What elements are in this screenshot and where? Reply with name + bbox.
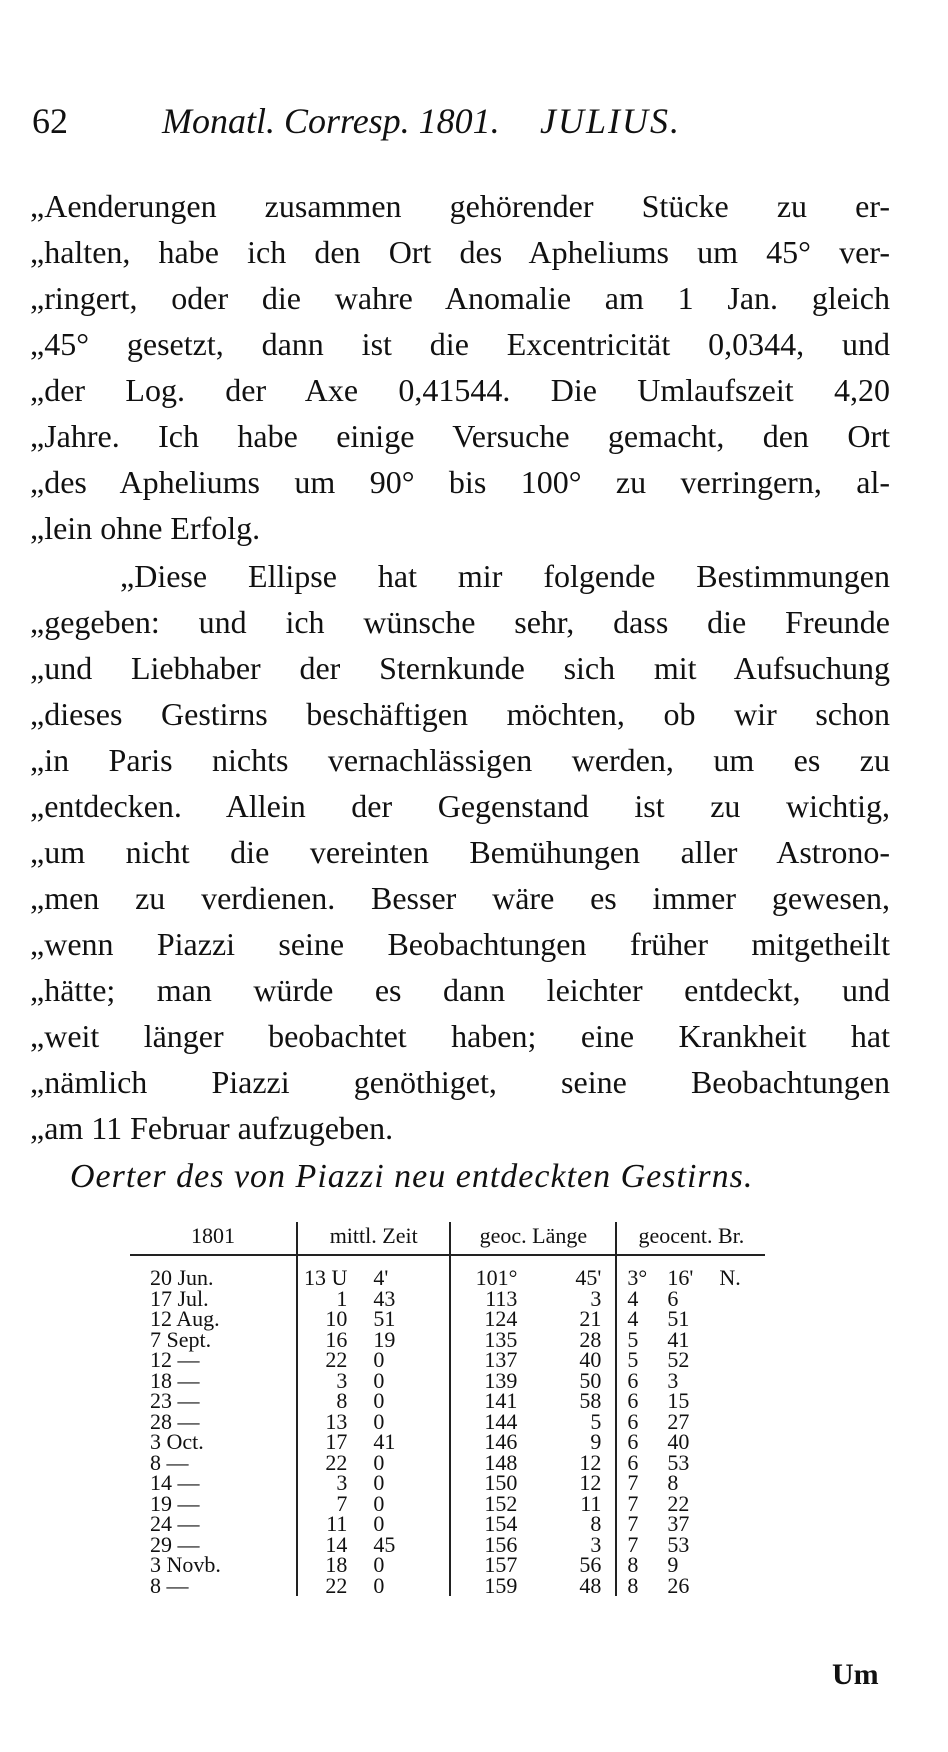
cell-longitude-minutes: 3 (523, 1535, 616, 1556)
cell-hours: 14 (325, 1531, 348, 1557)
text-line: „nämlich Piazzi genöthiget, seine Beobachtungen (30, 1064, 890, 1100)
cell-date: 8 — (130, 1453, 297, 1474)
column-header-date: 1801 (130, 1222, 297, 1255)
cell-longitude-minutes: 48 (523, 1576, 616, 1597)
cell-date: 12 Aug. (130, 1309, 297, 1330)
cell-minutes: 41 (353, 1432, 450, 1453)
cell-latitude-degrees: 4 (627, 1306, 639, 1332)
cell-longitude-degrees: 141 (484, 1388, 518, 1414)
text-line: „des Apheliums um 90° bis 100° zu verringern, al- (30, 464, 890, 500)
paragraph-1 (30, 183, 890, 551)
cell-latitude-minutes: 26 (667, 1572, 690, 1598)
cell-longitude-degrees: 150 (484, 1470, 518, 1496)
cell-minutes: 4' (353, 1255, 450, 1289)
cell-longitude-minutes: 9 (523, 1432, 616, 1453)
cell-minutes: 0 (353, 1514, 450, 1535)
cell-hours: 22 (325, 1572, 348, 1598)
text-line: „ringert, oder die wahre Anomalie am 1 Jan. gleich (30, 280, 890, 316)
cell-latitude-direction (713, 1514, 765, 1535)
text-line: „in Paris nichts vernachlässigen werden, um es zu (30, 742, 890, 778)
cell-minutes: 51 (353, 1309, 450, 1330)
cell-latitude-degrees: 6 (627, 1367, 639, 1393)
running-header (32, 100, 872, 146)
cell-latitude-direction (713, 1576, 765, 1597)
text-line: „Jahre. Ich habe einige Versuche gemacht, den Ort (30, 418, 890, 454)
cell-hours: 16 (325, 1326, 348, 1352)
text-line: „wenn Piazzi seine Beobachtungen früher mitgetheilt (30, 926, 890, 962)
cell-date: 17 Jul. (130, 1289, 297, 1310)
cell-longitude-minutes: 56 (523, 1555, 616, 1576)
cell-minutes: 0 (353, 1350, 450, 1371)
cell-longitude-minutes: 12 (523, 1473, 616, 1494)
column-header-longitude: geoc. Länge (450, 1222, 616, 1255)
cell-hours: 13 U (304, 1265, 348, 1291)
cell-latitude-minutes: 16' (667, 1265, 694, 1291)
cell-latitude-degrees: 7 (627, 1531, 639, 1557)
cell-longitude-degrees: 156 (484, 1531, 518, 1557)
cell-hours: 13 (325, 1408, 348, 1434)
cell-date: 28 — (130, 1412, 297, 1433)
column-header-time: mittl. Zeit (297, 1222, 450, 1255)
cell-hours: 3 (336, 1367, 348, 1393)
cell-hours: 1 (336, 1285, 348, 1311)
cell-latitude-minutes: 9 (667, 1552, 679, 1578)
running-month: JULIUS. (540, 101, 681, 141)
text-line: „und Liebhaber der Sternkunde sich mit Aufsuchung (30, 650, 890, 686)
cell-longitude-degrees: 113 (485, 1285, 518, 1311)
cell-latitude-degrees: 6 (627, 1449, 639, 1475)
cell-longitude-minutes: 21 (523, 1309, 616, 1330)
cell-latitude-degrees: 6 (627, 1388, 639, 1414)
cell-date: 29 — (130, 1535, 297, 1556)
text-line: „am 11 Februar aufzugeben. (30, 1110, 394, 1146)
cell-longitude-degrees: 154 (484, 1511, 518, 1537)
cell-latitude-degrees: 7 (627, 1470, 639, 1496)
text-line: „dieses Gestirns beschäftigen möchten, ob wir schon (30, 696, 890, 732)
table-row (130, 1255, 765, 1289)
cell-longitude-degrees: 152 (484, 1490, 518, 1516)
cell-longitude-minutes: 5 (523, 1412, 616, 1433)
text-line: „weit länger beobachtet haben; eine Krankheit hat (30, 1018, 890, 1054)
table-header-row (130, 1222, 765, 1255)
text-line: „lein ohne Erfolg. (30, 510, 261, 546)
cell-hours: 8 (336, 1388, 348, 1414)
cell-latitude-degrees: 3° (627, 1265, 648, 1291)
cell-latitude-degrees: 6 (627, 1408, 639, 1434)
cell-latitude-minutes: 51 (667, 1306, 690, 1332)
cell-date: 18 — (130, 1371, 297, 1392)
cell-latitude-direction (713, 1289, 765, 1310)
cell-longitude-minutes: 12 (523, 1453, 616, 1474)
cell-longitude-degrees: 101° (475, 1265, 518, 1291)
cell-latitude-minutes: 53 (667, 1449, 690, 1475)
column-header-latitude: geocent. Br. (616, 1222, 765, 1255)
cell-longitude-degrees: 146 (484, 1429, 518, 1455)
cell-latitude-direction (713, 1453, 765, 1474)
page-number: 62 (32, 101, 68, 141)
cell-longitude-degrees: 159 (484, 1572, 518, 1598)
cell-longitude-minutes: 40 (523, 1350, 616, 1371)
cell-longitude-minutes: 11 (523, 1494, 616, 1515)
cell-minutes: 0 (353, 1391, 450, 1412)
running-title: Monatl. Corresp. 1801. (162, 101, 500, 141)
cell-hours: 7 (336, 1490, 348, 1516)
cell-latitude-minutes: 15 (667, 1388, 690, 1414)
cell-hours: 22 (325, 1347, 348, 1373)
cell-latitude-degrees: 5 (627, 1347, 639, 1373)
table-caption: Oerter des von Piazzi neu entdeckten Gestirns. (70, 1158, 754, 1195)
table-body (130, 1255, 765, 1596)
cell-date: 8 — (130, 1576, 297, 1597)
cell-date: 19 — (130, 1494, 297, 1515)
cell-latitude-degrees: 8 (627, 1572, 639, 1598)
cell-minutes: 0 (353, 1494, 450, 1515)
cell-latitude-minutes: 40 (667, 1429, 690, 1455)
cell-longitude-minutes: 8 (523, 1514, 616, 1535)
cell-hours: 17 (325, 1429, 348, 1455)
cell-minutes: 0 (353, 1453, 450, 1474)
observations-table (130, 1222, 765, 1596)
cell-latitude-minutes: 3 (667, 1367, 679, 1393)
cell-latitude-minutes: 37 (667, 1511, 690, 1537)
cell-latitude-degrees: 7 (627, 1511, 639, 1537)
cell-latitude-direction (713, 1494, 765, 1515)
cell-latitude-direction (713, 1391, 765, 1412)
cell-longitude-degrees: 135 (484, 1326, 518, 1352)
cell-latitude-direction (713, 1309, 765, 1330)
text-line: „gegeben: und ich wünsche sehr, dass die Freunde (30, 604, 890, 640)
cell-minutes: 0 (353, 1371, 450, 1392)
cell-latitude-direction (713, 1473, 765, 1494)
paragraph-2 (30, 553, 890, 1151)
cell-hours: 10 (325, 1306, 348, 1332)
cell-longitude-degrees: 139 (484, 1367, 518, 1393)
cell-longitude-degrees: 144 (484, 1408, 518, 1434)
cell-longitude-degrees: 137 (484, 1347, 518, 1373)
cell-date: 3 Oct. (130, 1432, 297, 1453)
cell-minutes: 0 (353, 1576, 450, 1597)
cell-latitude-degrees: 7 (627, 1490, 639, 1516)
text-line: „um nicht die vereinten Bemühungen aller Astrono- (30, 834, 890, 870)
cell-minutes: 19 (353, 1330, 450, 1351)
cell-latitude-direction (713, 1555, 765, 1576)
cell-hours: 3 (336, 1470, 348, 1496)
cell-latitude-direction (713, 1350, 765, 1371)
catchword: Um (832, 1658, 879, 1691)
cell-latitude-degrees: 5 (627, 1326, 639, 1352)
cell-date: 7 Sept. (130, 1330, 297, 1351)
cell-date: 20 Jun. (130, 1255, 297, 1289)
cell-latitude-direction (713, 1412, 765, 1433)
cell-latitude-minutes: 52 (667, 1347, 690, 1373)
cell-longitude-minutes: 45' (523, 1255, 616, 1289)
text-line: „men zu verdienen. Besser wäre es immer gewesen, (30, 880, 890, 916)
text-line: „hätte; man würde es dann leichter entdeckt, und (30, 972, 890, 1008)
text-line: „Diese Ellipse hat mir folgende Bestimmungen (120, 558, 890, 594)
cell-minutes: 0 (353, 1473, 450, 1494)
text-line: „45° gesetzt, dann ist die Excentricität 0,0344, und (30, 326, 890, 362)
cell-date: 23 — (130, 1391, 297, 1412)
cell-longitude-minutes: 58 (523, 1391, 616, 1412)
cell-hours: 11 (326, 1511, 348, 1537)
text-line: „Aenderungen zusammen gehörender Stücke zu er- (30, 188, 890, 224)
cell-minutes: 0 (353, 1412, 450, 1433)
cell-latitude-direction (713, 1330, 765, 1351)
cell-latitude-minutes: 22 (667, 1490, 690, 1516)
cell-latitude-minutes: 27 (667, 1408, 690, 1434)
table-row (130, 1576, 765, 1597)
cell-latitude-direction (713, 1432, 765, 1453)
cell-longitude-minutes: 3 (523, 1289, 616, 1310)
cell-longitude-degrees: 157 (484, 1552, 518, 1578)
cell-latitude-minutes: 8 (667, 1470, 679, 1496)
text-line: „der Log. der Axe 0,41544. Die Umlaufszeit 4,20 (30, 372, 890, 408)
cell-hours: 22 (325, 1449, 348, 1475)
cell-hours: 18 (325, 1552, 348, 1578)
text-line: „entdecken. Allein der Gegenstand ist zu wichtig, (30, 788, 890, 824)
cell-longitude-degrees: 148 (484, 1449, 518, 1475)
cell-latitude-direction (713, 1535, 765, 1556)
text-line: „halten, habe ich den Ort des Apheliums um 45° ver- (30, 234, 890, 270)
cell-minutes: 43 (353, 1289, 450, 1310)
cell-latitude-direction: N. (719, 1265, 741, 1291)
cell-latitude-minutes: 53 (667, 1531, 690, 1557)
cell-latitude-direction (713, 1371, 765, 1392)
cell-latitude-degrees: 8 (627, 1552, 639, 1578)
cell-date: 3 Novb. (130, 1555, 297, 1576)
cell-latitude-degrees: 6 (627, 1429, 639, 1455)
cell-minutes: 0 (353, 1555, 450, 1576)
cell-minutes: 45 (353, 1535, 450, 1556)
cell-longitude-degrees: 124 (484, 1306, 518, 1332)
cell-date: 24 — (130, 1514, 297, 1535)
cell-latitude-degrees: 4 (627, 1285, 639, 1311)
cell-longitude-minutes: 28 (523, 1330, 616, 1351)
cell-date: 12 — (130, 1350, 297, 1371)
cell-latitude-minutes: 41 (667, 1326, 690, 1352)
cell-date: 14 — (130, 1473, 297, 1494)
cell-longitude-minutes: 50 (523, 1371, 616, 1392)
cell-latitude-minutes: 6 (667, 1285, 679, 1311)
